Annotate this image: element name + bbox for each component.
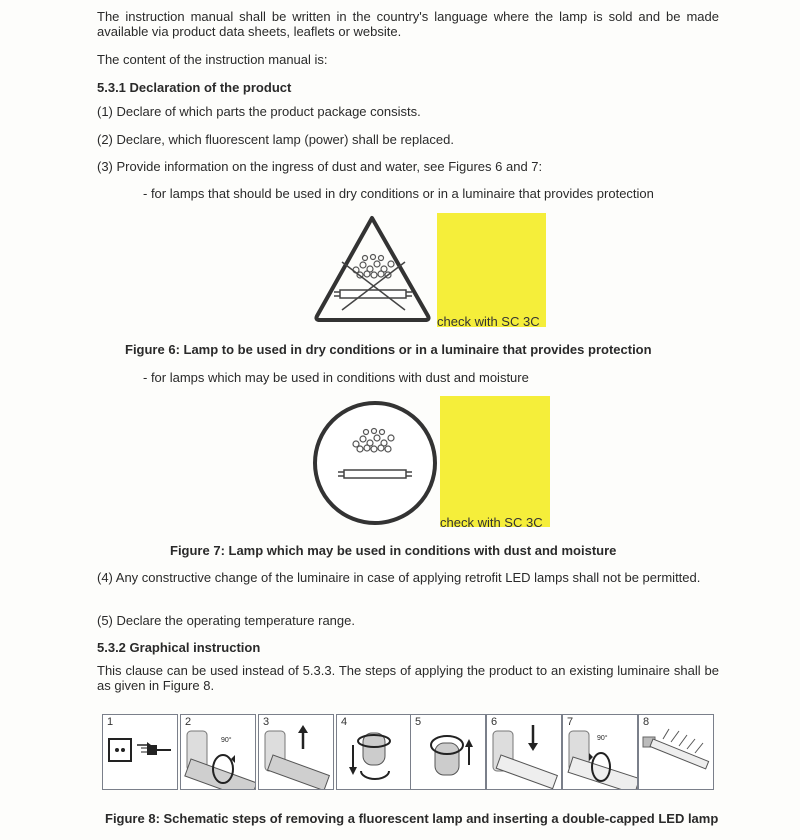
review-note-fig6: check with SC 3C bbox=[437, 314, 540, 329]
lift-lamp-icon bbox=[259, 715, 333, 789]
figure-7-caption: Figure 7: Lamp which may be used in conditions with dust and moisture bbox=[170, 543, 617, 558]
lamp-lit-icon bbox=[639, 715, 713, 789]
bullet-dust-moisture: - for lamps which may be used in conditions with dust and moisture bbox=[143, 370, 529, 385]
figure-6-caption: Figure 6: Lamp to be used in dry conditions or in a luminaire that provides protection bbox=[125, 342, 652, 357]
section-531-heading: 5.3.1 Declaration of the product bbox=[97, 80, 292, 95]
step-2-panel bbox=[180, 714, 256, 790]
step-number: 7 bbox=[567, 716, 574, 728]
rotation-angle-label: 90° bbox=[597, 735, 608, 742]
review-highlight-fig7 bbox=[440, 396, 550, 527]
step-8-panel bbox=[638, 714, 714, 790]
review-highlight-fig6 bbox=[437, 213, 546, 327]
item-2: (2) Declare, which fluorescent lamp (power) shall be replaced. bbox=[97, 132, 454, 147]
rotate-led-lamp-icon bbox=[563, 715, 637, 789]
step-6-panel bbox=[486, 714, 562, 790]
step-number: 4 bbox=[341, 716, 348, 728]
figure-8-caption: Figure 8: Schematic steps of removing a fluorescent lamp and inserting a double-capped LED lamp bbox=[105, 811, 719, 826]
step-1-panel bbox=[102, 714, 178, 790]
step-number: 3 bbox=[263, 716, 270, 728]
review-note-fig7: check with SC 3C bbox=[440, 515, 543, 530]
intro-content-line: The content of the instruction manual is: bbox=[97, 52, 328, 67]
item-5: (5) Declare the operating temperature range. bbox=[97, 613, 355, 628]
step-number: 8 bbox=[643, 716, 650, 728]
item-1: (1) Declare of which parts the product package consists. bbox=[97, 104, 421, 119]
insert-led-lamp-icon bbox=[487, 715, 561, 789]
unplug-power-icon bbox=[103, 715, 177, 789]
section-532-paragraph: This clause can be used instead of 5.3.3. The steps of applying the product to an existing luminaire shall be as given in Figure 8. bbox=[97, 663, 719, 693]
rotate-lamp-icon bbox=[181, 715, 255, 789]
step-number: 6 bbox=[491, 716, 498, 728]
section-532-heading: 5.3.2 Graphical instruction bbox=[97, 640, 261, 655]
step-4-panel bbox=[336, 714, 412, 790]
step-number: 5 bbox=[415, 716, 422, 728]
intro-paragraph: The instruction manual shall be written in the country's language where the lamp is sold and be made available via product data sheets, leaflets or website. bbox=[97, 9, 719, 39]
step-number: 1 bbox=[107, 716, 114, 728]
remove-starter-icon bbox=[337, 715, 411, 789]
item-4: (4) Any constructive change of the luminaire in case of applying retrofit LED lamps shall not be permitted. bbox=[97, 570, 701, 585]
item-3: (3) Provide information on the ingress of dust and water, see Figures 6 and 7: bbox=[97, 159, 543, 174]
step-number: 2 bbox=[185, 716, 192, 728]
rotation-angle-label: 90° bbox=[221, 737, 232, 744]
step-3-panel bbox=[258, 714, 334, 790]
step-7-panel bbox=[562, 714, 638, 790]
dust-moisture-circle-icon bbox=[310, 398, 440, 528]
dry-conditions-triangle-icon bbox=[310, 212, 435, 324]
bullet-dry-conditions: - for lamps that should be used in dry conditions or in a luminaire that provides protection bbox=[143, 186, 654, 201]
insert-starter-icon bbox=[411, 715, 485, 789]
step-5-panel bbox=[410, 714, 486, 790]
